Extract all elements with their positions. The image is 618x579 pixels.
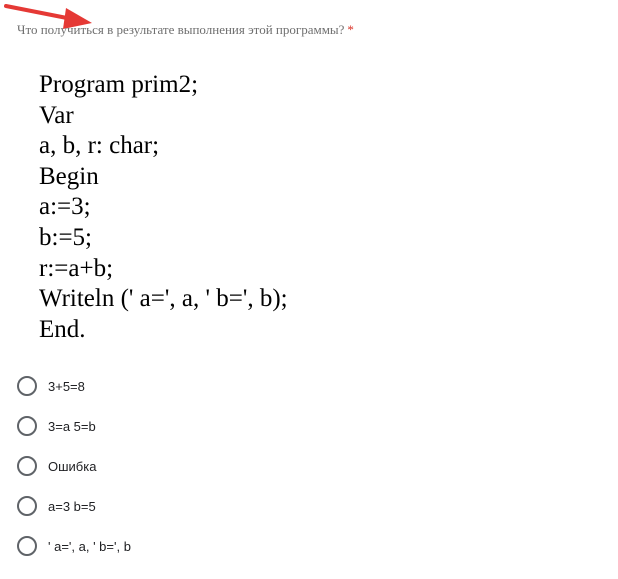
answer-option-2[interactable] [17,406,131,446]
radio-button-icon[interactable] [17,416,37,436]
option-label: ' a=', a, ' b=', b [48,538,131,554]
radio-button-icon[interactable] [17,376,37,396]
radio-button-icon[interactable] [17,456,37,476]
required-asterisk: * [347,22,354,37]
radio-button-icon[interactable] [17,536,37,556]
option-label: Ошибка [48,458,97,474]
question-title [17,22,354,38]
answer-option-3[interactable] [17,446,131,486]
code-line: r:=a+b; [39,254,114,282]
answer-option-4[interactable] [17,486,131,526]
code-line: Begin [39,162,99,190]
answer-option-1[interactable] [17,366,131,406]
code-line: Program prim2; [39,71,199,98]
code-line: Writeln (' a=', a, ' b=', b); [39,285,288,313]
option-label: 3=a 5=b [48,418,96,434]
answer-option-5[interactable] [17,526,131,566]
code-line: a:=3; [39,193,91,221]
question-text: Что получиться в результате выполнения этой программы? [17,22,345,37]
answer-options [17,366,131,566]
code-line: Var [39,101,74,129]
radio-button-icon[interactable] [17,496,37,516]
code-block [39,70,288,345]
code-line: b:=5; [39,223,92,251]
option-label: a=3 b=5 [48,498,96,514]
option-label: 3+5=8 [48,378,85,394]
code-line: a, b, r: char; [39,132,160,160]
code-line: End. [39,315,86,343]
